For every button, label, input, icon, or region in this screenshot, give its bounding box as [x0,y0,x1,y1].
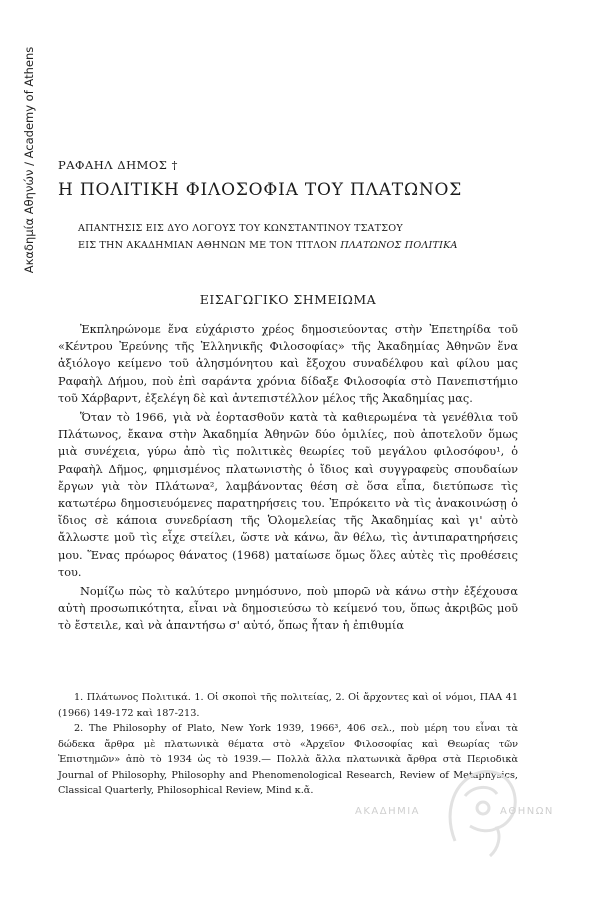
author-name: ΡΑΦΑΗΛ ΔΗΜΟΣ † [58,158,178,172]
section-heading: ΕΙΣΑΓΩΓΙΚΟ ΣΗΜΕΙΩΜΑ [199,292,377,307]
paragraph: Ὅταν τὸ 1966, γιὰ νὰ ἑορτασθοῦν κατὰ τὰ καθιερωμένα τὰ γενέθλια τοῦ Πλάτωνος, ἔκανα στὴν Ἀκαδημία Ἀθηνῶν δύο ὁμιλίες, ποὺ ἀποτελοῦν ὅμως μιὰ συνέχεια, γύρω ἀπὸ τὶς πολιτικὲς θεωρίες τοῦ μεγάλου φιλοσόφου¹, ὁ Ραφαὴλ Δῆμος, φημισμένος πλατωνιστὴς ὁ ἴδιος καὶ συγγραφεὺς σπουδαίων ἔργων γιὰ τὸν Πλάτωνα², λαμβάνοντας θέση σὲ ὅσα εἶπα, διετύπωσε τὶς κατωτέρω δημοσιευόμενες παρατηρήσεις του. Ἐπρόκειτο νὰ τὶς ἀνακοινώσῃ ὁ ἴδιος σὲ κάποια συνεδρίαση τῆς Ὁλομελείας τῆς Ἀκαδημίας καὶ γι' αὐτὸ ἄλλωστε μοῦ τὶς εἶχε στείλει, ὥστε νὰ κάνω, ἂν θέλω, τὶς ἀντιπαρατηρήσεις μου. Ἕνας πρόωρος θάνατος (1968) ματαίωσε ὅμως ὅλες αὐτὲς τὶς προθέσεις του. [58,411,518,579]
paragraph: Νομίζω πὼς τὸ καλύτερο μνημόσυνο, ποὺ μπορῶ νὰ κάνω στὴν ἐξέχουσα αὐτὴ προσωπικότητα, εἶναι νὰ δημοσιεύσω τὸ κείμενό του, ὅπως ἀκριβῶς μοῦ τὸ ἔστειλε, καὶ νὰ ἀπαντήσω σ' αὐτό, ὅπως ἦταν ἡ ἐπιθυμία [58,585,518,633]
document-title: Η ΠΟΛΙΤΙΚΗ ΦΙΛΟΣΟΦΙΑ ΤΟΥ ΠΛΑΤΩΝΟΣ [58,180,463,200]
footnote-1: 1. Πλάτωνος Πολιτικά. 1. Οἱ σκοποὶ τῆς πολιτείας, 2. Οἱ ἄρχοντες καὶ οἱ νόμοι, ΠΑΑ 41 (1966) 149-172 καὶ 187-213. [58,692,518,719]
footnote-2: 2. The Philosophy of Plato, New York 1939, 1966³, 406 σελ., ποὺ μέρη του εἶναι τὰ δώδεκα ἄρθρα μὲ πλατωνικὰ θέματα στὸ «Ἀρχεῖον Φιλοσοφίας καὶ Θεωρίας τῶν Ἐπιστημῶν» ἀπὸ τὸ 1934 ὡς τὸ 1939.— Πολλὰ ἄλλα πλατωνικὰ ἄρθρα στὰ Περιοδικὰ Journal of Philosophy, Philosophy and Phenomenological Research, Review of Metaphysics, Classical Quarterly, Philosophical Review, Mind κ.ἄ. [58,723,518,796]
archive-sidebar-label [17,40,41,280]
subtitle-line-2-text: ΕΙΣ ΤΗΝ ΑΚΑΔΗΜΙΑΝ ΑΘΗΝΩΝ ΜΕ ΤΟΝ ΤΙΤΛΟΝ [78,240,341,251]
subtitle-line-2 [78,237,458,254]
subtitle-line-1: ΑΠΑΝΤΗΣΙΣ ΕΙΣ ΔΥΟ ΛΟΓΟΥΣ ΤΟΥ ΚΩΝΣΤΑΝΤΙΝΟΥ ΤΣΑΤΣΟΥ [78,223,403,234]
document-subtitle [78,220,458,254]
subtitle-italic-title: ΠΛΑΤΩΝΟΣ ΠΟΛΙΤΙΚΑ [340,240,458,251]
academy-watermark [355,756,570,866]
watermark-text-right: ΑΘΗΝΩΝ [500,806,554,817]
paragraph: Ἐκπληρώνομε ἕνα εὐχάριστο χρέος δημοσιεύοντας στὴν Ἐπετηρίδα τοῦ «Κέντρου Ἐρεύνης τῆς Ἑλληνικῆς Φιλοσοφίας» τῆς Ἀκαδημίας Ἀθηνῶν ἕνα ἀξιόλογο κείμενο τοῦ ἀλησμόνητου καὶ ἔξοχου συναδέλφου καὶ φίλου μας Ραφαὴλ Δήμου, ποὺ ἐπὶ σαράντα χρόνια δίδαξε Φιλοσοφία στὸ Πανεπιστήμιο τοῦ Χάρβαρντ, ἐξελέγη δὲ καὶ ἀντεπιστέλλον μέλος τῆς Ἀκαδημίας μας. [58,323,518,405]
watermark-text-left: ΑΚΑΔΗΜΙΑ [355,806,421,817]
sidebar-text: Ακαδημία Αθηνών / Academy of Athens [22,46,37,274]
body-text [58,321,518,637]
